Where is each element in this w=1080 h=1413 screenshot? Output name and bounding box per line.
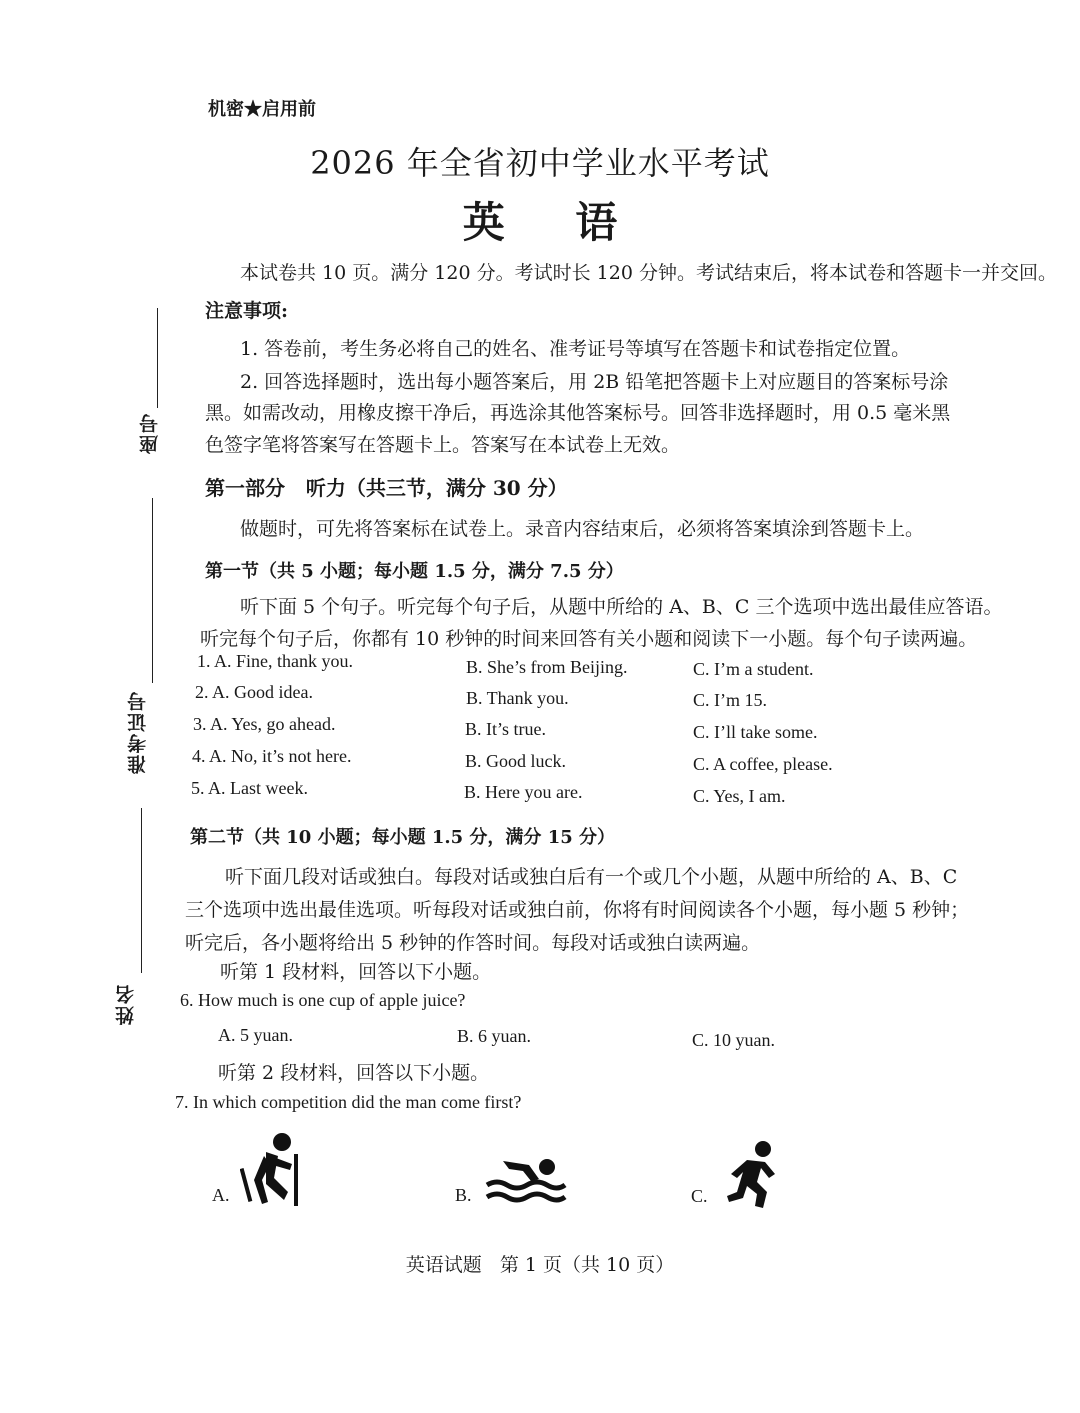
- notice-item-1: 1. 答卷前，考生务必将自己的姓名、准考证号等填写在答题卡和试卷指定位置。: [240, 338, 911, 360]
- name-label: 姓名: [115, 983, 137, 1025]
- q5-option-b: B. Here you are.: [464, 782, 583, 802]
- q7-option-b-label: B.: [455, 1185, 472, 1205]
- part1-instruction: 做题时，可先将答案标在试卷上。录音内容结束后，必须将答案填涂到答题卡上。: [240, 518, 925, 540]
- admission-label: 准考证号: [127, 690, 149, 774]
- notice-item-2-line-1: 2. 回答选择题时，选出每小题答案后，用 2B 铅笔把答题卡上对应题目的答案标号涂: [240, 371, 949, 393]
- q5-option-a: 5. A. Last week.: [191, 778, 308, 798]
- section1-instruction-line-2: 听完每个句子后，你都有 10 秒钟的时间来回答有关小题和阅读下一小题。每个句子读两遍。: [200, 628, 978, 650]
- section2-instruction-line-2: 三个选项中选出最佳选项。听每段对话或独白前，你将有时间阅读各个小题，每小题 5 秒钟；: [185, 899, 970, 921]
- seat-line: [157, 308, 158, 408]
- notice-item-2-line-3: 色签字笔将答案写在答题卡上。答案写在本试卷上无效。: [205, 434, 681, 456]
- notice-heading: 注意事项:: [205, 300, 289, 322]
- exam-title: 2026 年全省初中学业水平考试: [310, 144, 770, 182]
- q4-option-a: 4. A. No, it’s not here.: [192, 746, 352, 766]
- q6-option-b: B. 6 yuan.: [457, 1026, 531, 1046]
- section2-heading: 第二节（共 10 小题；每小题 1.5 分，满分 15 分）: [190, 827, 616, 848]
- exam-intro: 本试卷共 10 页。满分 120 分。考试时长 120 分钟。考试结束后，将本试卷和答题卡一并交回。: [240, 262, 1057, 284]
- skiing-icon: [240, 1130, 306, 1212]
- q3-option-a: 3. A. Yes, go ahead.: [193, 714, 336, 734]
- q3-option-b: B. It’s true.: [465, 719, 546, 739]
- confidential-mark: 机密★启用前: [208, 99, 316, 120]
- q7-stem: 7. In which competition did the man come first?: [175, 1092, 522, 1112]
- q4-option-b: B. Good luck.: [465, 751, 566, 771]
- name-line: [141, 808, 142, 973]
- section1-heading: 第一节（共 5 小题；每小题 1.5 分，满分 7.5 分）: [205, 561, 624, 582]
- q2-option-a: 2. A. Good idea.: [195, 682, 313, 702]
- q4-option-c: C. A coffee, please.: [693, 754, 833, 774]
- part1-heading: 第一部分 听力（共三节，满分 30 分）: [205, 476, 568, 500]
- q1-option-b: B. She’s from Beijing.: [466, 657, 628, 677]
- subject-title: 英 语: [462, 198, 646, 247]
- q6-option-c: C. 10 yuan.: [692, 1030, 775, 1050]
- q5-option-c: C. Yes, I am.: [693, 786, 786, 806]
- material-2-prompt: 听第 2 段材料，回答以下小题。: [218, 1062, 490, 1084]
- section2-instruction-line-1: 听下面几段对话或独白。每段对话或独白后有一个或几个小题，从题中所给的 A、B、C: [225, 866, 958, 888]
- q6-stem: 6. How much is one cup of apple juice?: [180, 990, 466, 1010]
- admission-line: [152, 498, 153, 683]
- q7-option-c-label: C.: [691, 1186, 708, 1206]
- q2-option-b: B. Thank you.: [466, 688, 569, 708]
- section1-instruction-line-1: 听下面 5 个句子。听完每个句子后，从题中所给的 A、B、C 三个选项中选出最佳应答语。: [240, 596, 1003, 618]
- q6-option-a: A. 5 yuan.: [218, 1025, 293, 1045]
- seat-label: 座号: [139, 412, 161, 454]
- q7-option-a-label: A.: [212, 1185, 230, 1205]
- running-icon: [723, 1140, 787, 1210]
- q1-option-c: C. I’m a student.: [693, 659, 814, 679]
- q1-option-a: 1. A. Fine, thank you.: [197, 651, 353, 671]
- page-footer: 英语试题 第 1 页（共 10 页）: [405, 1254, 675, 1276]
- material-1-prompt: 听第 1 段材料，回答以下小题。: [220, 961, 492, 983]
- swimming-icon: [485, 1155, 567, 1205]
- notice-item-2-line-2: 黑。如需改动，用橡皮擦干净后，再选涂其他答案标号。回答非选择题时，用 0.5 毫米黑: [205, 402, 951, 424]
- q2-option-c: C. I’m 15.: [693, 690, 767, 710]
- section2-instruction-line-3: 听完后，各小题将给出 5 秒钟的作答时间。每段对话或独白读两遍。: [185, 932, 761, 954]
- q3-option-c: C. I’ll take some.: [693, 722, 818, 742]
